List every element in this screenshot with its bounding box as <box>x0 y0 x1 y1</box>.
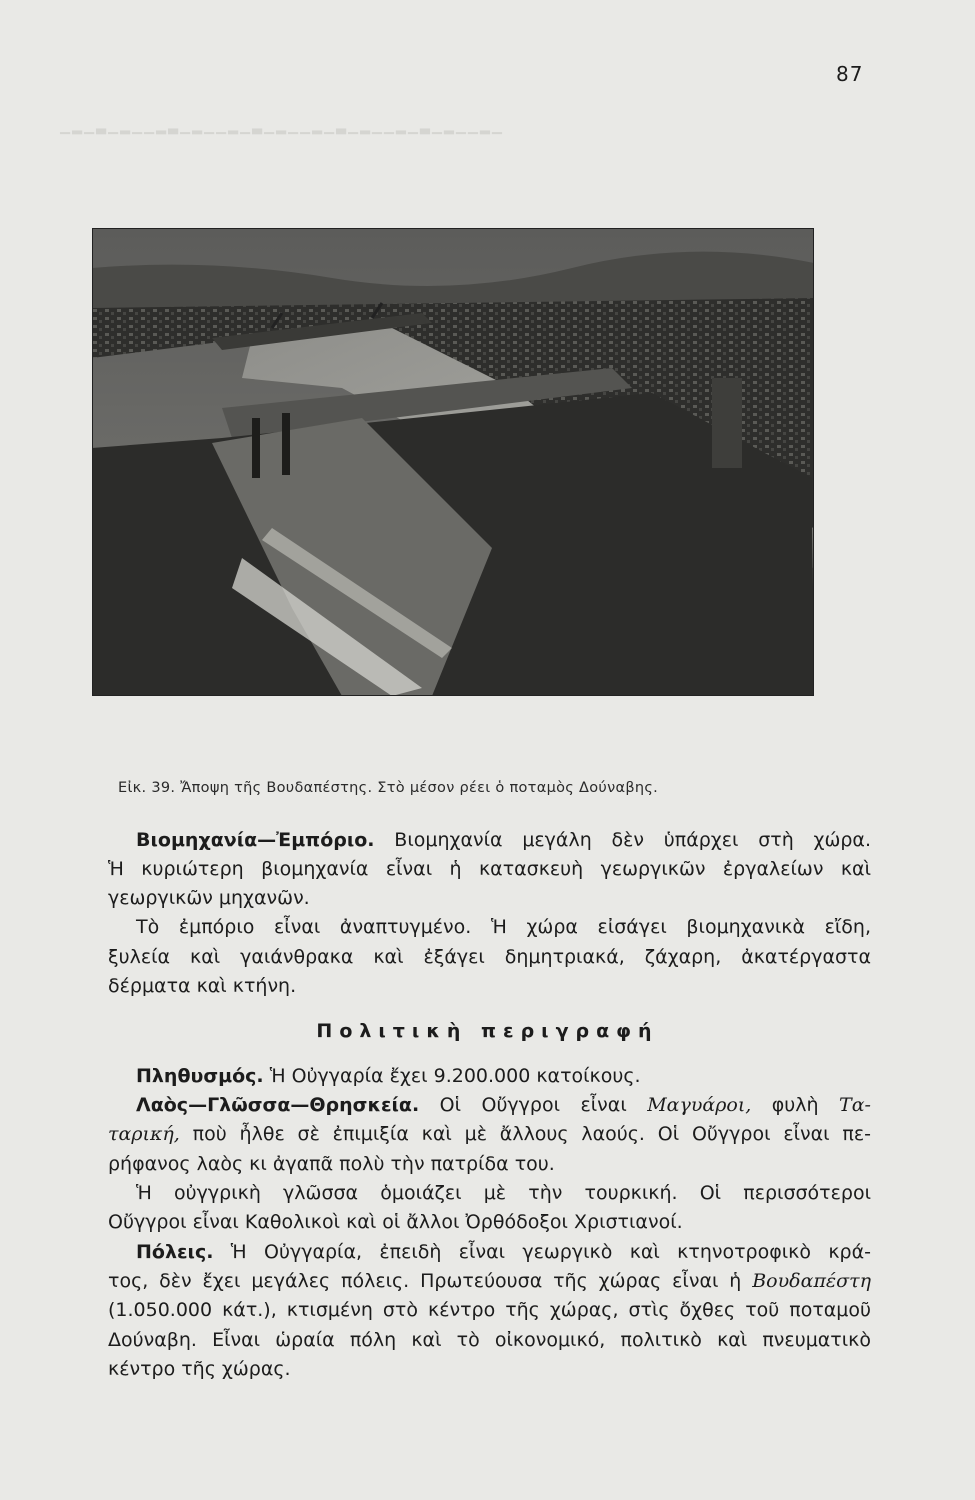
figure-photo-budapest <box>92 228 814 696</box>
people-line-2-text: ποὺ ἦλθε σὲ ἐπιμιξία καὶ μὲ ἄλλους λαούς. Οἱ Οὔγγροι εἶναι πε- <box>179 1123 871 1145</box>
commerce-line-1: Τὸ ἐμπόριο εἶναι ἀναπτυγμένο. Ἡ χώρα εἰσάγει βιομηχανικὰ εἴδη, <box>136 916 871 938</box>
cities-line-1-text: Ἡ Οὐγγαρία, ἐπειδὴ εἶναι γεωργικὸ καὶ κτηνοτροφικὸ κρά- <box>213 1241 871 1263</box>
population-text: Ἡ Οὐγγαρία ἔχει 9.200.000 κατοίκους. <box>263 1065 641 1087</box>
language-line-1: Ἡ οὐγγρικὴ γλῶσσα ὁμοιάζει μὲ τὴν τουρκική. Οἱ περισσότεροι <box>136 1182 871 1204</box>
cities-line-2-text: τος, δὲν ἔχει μεγάλες πόλεις. Πρωτεύουσα τῆς χώρας εἶναι ἡ <box>108 1270 753 1292</box>
language-line-2: Οὔγγροι εἶναι Καθολικοὶ καὶ οἱ ἄλλοι Ὀρθόδοξοι Χριστιανοί. <box>108 1211 683 1233</box>
figure-caption: Εἰκ. 39. Ἄποψη τῆς Βουδαπέστης. Στὸ μέσον ρέει ὁ ποταμὸς Δούναβης. <box>118 780 659 796</box>
photo-illustration <box>92 228 814 696</box>
cities-line-3: (1.050.000 κάτ.), κτισμένη στὸ κέντρο τῆς χώρας, στὶς ὄχθες τοῦ ποταμοῦ <box>108 1299 871 1321</box>
people-text-1: Οἱ Οὔγγροι εἶναι <box>419 1094 648 1116</box>
bleed-through-texture: ▁▂▁▃▁▂▁▁▂▃▁▂▁▁▂▁▃▁▂▁▁▂▁▃▁▂▁▁▂▁▃▁▂▁▁▂▁ <box>60 120 504 135</box>
commerce-line-2: ξυλεία καὶ γαιάνθρακα καὶ ἐξάγει δημητριακά, ζάχαρη, ἀκατέργαστα <box>108 946 871 968</box>
industry-line-3: γεωργικῶν μηχανῶν. <box>108 887 310 909</box>
heading-cities: Πόλεις. <box>136 1241 214 1263</box>
people-italic-magyars: Μαγυάροι, <box>647 1094 752 1116</box>
cities-line-5: κέντρο τῆς χώρας. <box>108 1358 291 1380</box>
industry-text: Βιομηχανία μεγάλη δὲν ὑπάρχει στὴ χώρα. <box>374 829 871 851</box>
industry-line-2: Ἡ κυριώτερη βιομηχανία εἶναι ἡ κατασκευὴ γεωργικῶν ἐργαλείων καὶ <box>108 858 871 880</box>
heading-people: Λαὸς—Γλῶσσα—Θρησκεία. <box>136 1094 420 1116</box>
commerce-line-3: δέρματα καὶ κτήνη. <box>108 975 297 997</box>
heading-industry: Βιομηχανία—Ἐμπόριο. <box>136 829 375 851</box>
people-italic-tatar-b: ταρική, <box>108 1123 180 1145</box>
paragraph-cities <box>108 1238 871 1266</box>
section-title-political: Πολιτικὴ περιγραφή <box>316 1020 659 1042</box>
page-number: 87 <box>836 62 864 86</box>
cities-line-4: Δούναβη. Εἶναι ὡραία πόλη καὶ τὸ οἰκονομικό, πολιτικὸ καὶ πνευματικὸ <box>108 1329 871 1351</box>
people-line-2 <box>108 1120 871 1148</box>
people-line-3: ρήφανος λαὸς κι ἀγαπᾶ πολὺ τὴν πατρίδα του. <box>108 1153 555 1175</box>
paragraph-people <box>108 1091 871 1119</box>
paragraph-population <box>108 1062 871 1090</box>
cities-italic-budapest: Βουδαπέστη <box>752 1270 871 1292</box>
people-text-2: φυλὴ <box>751 1094 840 1116</box>
people-italic-tatar-a: Τα- <box>839 1094 871 1116</box>
paragraph-industry <box>108 826 871 854</box>
heading-population: Πληθυσμός. <box>136 1065 264 1087</box>
cities-line-2 <box>108 1267 871 1295</box>
